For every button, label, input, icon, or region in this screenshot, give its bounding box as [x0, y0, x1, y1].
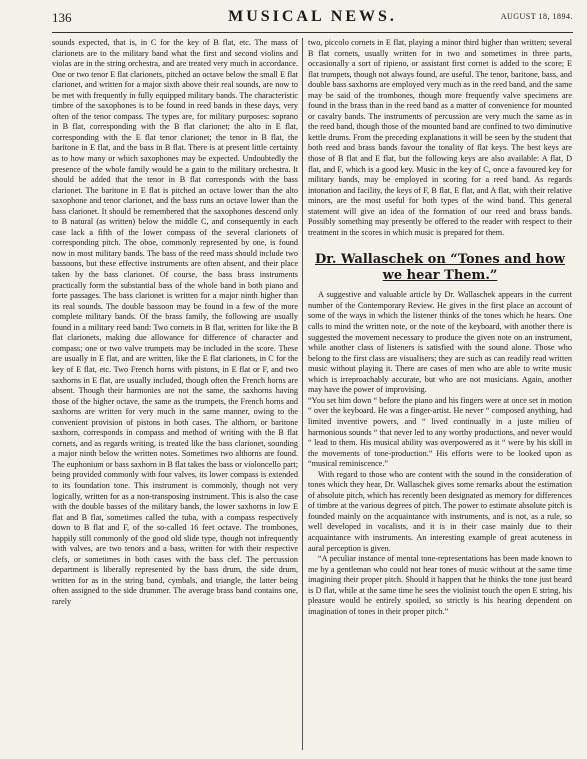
left-column — [52, 38, 298, 608]
article-quote: “You set him down “ before the piano and his fingers were at once set in motion “ over the keyboard. He was a finger-artist. He never “ composed anything, had limited inventive powers, and “ lived continually in a juste milieu of harmonious sounds “ that never led to any worthy productions, and never would “ lead to them. His musical ability was overpowered as it “ were by his skill in the movements of tone-production.” His efforts were to be looked upon as “musical reminiscence.” — [308, 395, 572, 469]
article-continuation-text: sounds expected, that is, in C for the key of B flat, etc. The mass of clarionets are to the military band what the first and second violins and violas are in the string orchestra, and are treated very much in accordance. One or two tenor E flat clarionets, pitched an octave below the small E flat clarionet, and written for a major sixth above their real sounds, are now to be met with frequently in fully equipped military bands. The characteristic timbre of the saxophones is to be found in reed bands in these days, very often of the tenor compass. The types are, for military purposes: soprano in B flat, corresponding with the B flat clarionet; the alto in E flat, corresponding with the E flat tenor clarionet; the tenor in B flat, the baritone in E flat, and the bass in B flat. There is at present little certainty as to how many or which saxophones may be expected. Undoubtedly the presence of the whole family would be a gain to the military orchestra. It should be added that the tenor in B flat corresponds with the bass clarionet. The baritone in E flat is pitched an octave lower than the alto saxophone and tenor clarionet, and the bass runs an octave lower than the bass clarionet. It should be remembered that the saxophones descend only to B natural (as written) below the middle C, and consequently in each case lack a fifth of the lower compass of the several clarionets of corresponding pitch. The oboe, commonly represented by one, is found now in most military bands. The bass of the reed mass should include two bassoons, but these effective instruments are often absent, and their place taken by the bass clarionet. Of course, the bass brass instruments practically form the substantial bass of the whole band in both piano and forte passages. The bass clarionet is written for a major ninth higher than its real sounds. The double bassoon may be found in a few of the more complete military bands. Of the brass family, the following are usually found in a military reed band: Two cornets in B flat, written for like the B flat clarionets, making due allowance for difference of character and compass; one or two valve trumpets may be included in the score. These are usually in E flat, and are written, like the E flat clarionets, in C for the key of E flat, etc. Two French horns with pistons, in E flat or F, and two saxhorns in E flat, are usually included, though often the French horns are absent. Though their harmonies are not the same, the saxhorns having those of the higher octave, the same as the trumpets, the French horns and saxhorns are written for very much in the same manner, owing to the convenient provision of pistons in both cases. The althorn, or baritone saxhorn, corresponds in compass and method of writing with the B flat cornets, and as regards writing, is treated like the bass clarionet, sounding a major ninth below the written notes. Sometimes two althorns are found. The euphonium or bass saxhorn in B flat takes the bass or violoncello part; being provided commonly with four valves, its lower compass is extended to its foundation tone. This instrument is commonly, though not very logically, written for as a non-transposing instrument. This is also the case with the double basses of the military bands, the lower saxhorns in low E flat and B flat, sometimes called the tuba, with a compass respectively down to B flat and F, of the so-called 16 feet octave. The trombones, happily still commonly of the good old slide type, though not infrequently with valves, are two tenors and a bass, written for with their respective clefs, or sometimes in both cases with the bass clef. The percussion department is liberally represented by the bass drum, the side drum, written for as in the string band, cymbals, and triangle, the latter being often assigned to the side drummer. The average brass band contains one, rarely — [52, 38, 298, 606]
column-rule — [302, 38, 303, 750]
article-paragraph: “A peculiar instance of mental tone-representations has been made known to me by a gentleman who could not hear tones of music without at the same time imagining their proper pitch. Should it happen that he thinks the tone just heard is D flat, while at the same time he sees the violinist touch the open E string, his pleasure would be entirely spoiled, so strictly is his hearing dependent on imagination of tones in their proper pitch.” — [308, 554, 572, 616]
article-paragraph: A suggestive and valuable article by Dr. Wallaschek appears in the current number of the Contemporary Review. He gives in the first place an account of some of the ways in which the listener thinks of the tones which he hears. One calls to mind the written note, or the note of the keyboard, with another there is suggested the movement necessary to produce the given note on an instrument, while another class of listeners is satisfied with the sound alone. Those who belong to the first class are visualisers; they are such as can readily read written music without playing it. There are cases of men who are able to write music which is irreproachably accurate, but who are not musicians. Again, another may have the power of improvising. — [308, 290, 572, 395]
page-header — [52, 8, 573, 33]
page-number: 136 — [52, 10, 72, 25]
article-continuation-text-right: two, piccolo cornets in E flat, playing a minor third higher than written; several B flat cornets, usually written for in two and sometimes in three parts, occasionally a sort of ripieno, or assistant first cornet is added to the score; E flat trumpets, though not always found, are useful. The tenor, baritone, bass, and double bass saxhorns are employed very much as in the reed band, and the same may be said of the trombones, though more frequently valve specimens are found in the brass than in the reed band as a matter of convenience for mounted or cavalry bands. The instruments of percussion are very much the same as in the reed band, though those of the mounted band are confined to two diminutive kettle drums. From the preceding explanations it will be seen by the student that both reed and brass bands favour the tonality of flat keys. The best keys are those of B flat and E flat, but the following keys are also available: A flat, D flat, and F, which is a good key. Music in the key of C, once a favoured key for military bands, may be employed in scoring for a reed band. As regards intonation and facility, the keys of F, B flat, E flat, and A flat, with their relative minors, are the most useful for both types of the wind band. This general statement will give an idea of the formation of our reed and brass bands. Possibly something may presently be offered to the reader with respect to their treatment in the scores in which music is prepared for them. — [308, 38, 572, 237]
article-title: Dr. Wallaschek on “Tones and how we hear Them.” — [314, 252, 565, 284]
masthead: MUSICAL NEWS. — [228, 8, 397, 25]
right-column — [308, 38, 572, 617]
issue-date: AUGUST 18, 1894. — [500, 12, 573, 21]
article-paragraph: With regard to those who are content with the sound in the consideration of tones which they hear, Dr. Wallaschek gives some remarks about the estimation of absolute pitch, which has recently been designated as memory for differences of timbre at the various degrees of pitch. The power to estimate absolute pitch is founded mainly on the acquaintance with instruments, and is not, as a rule, so well developed in vocalists, and it is in their case mainly due to their acquaintance with instruments. An interesting example of great acuteness in aural perception is given. — [308, 469, 572, 553]
